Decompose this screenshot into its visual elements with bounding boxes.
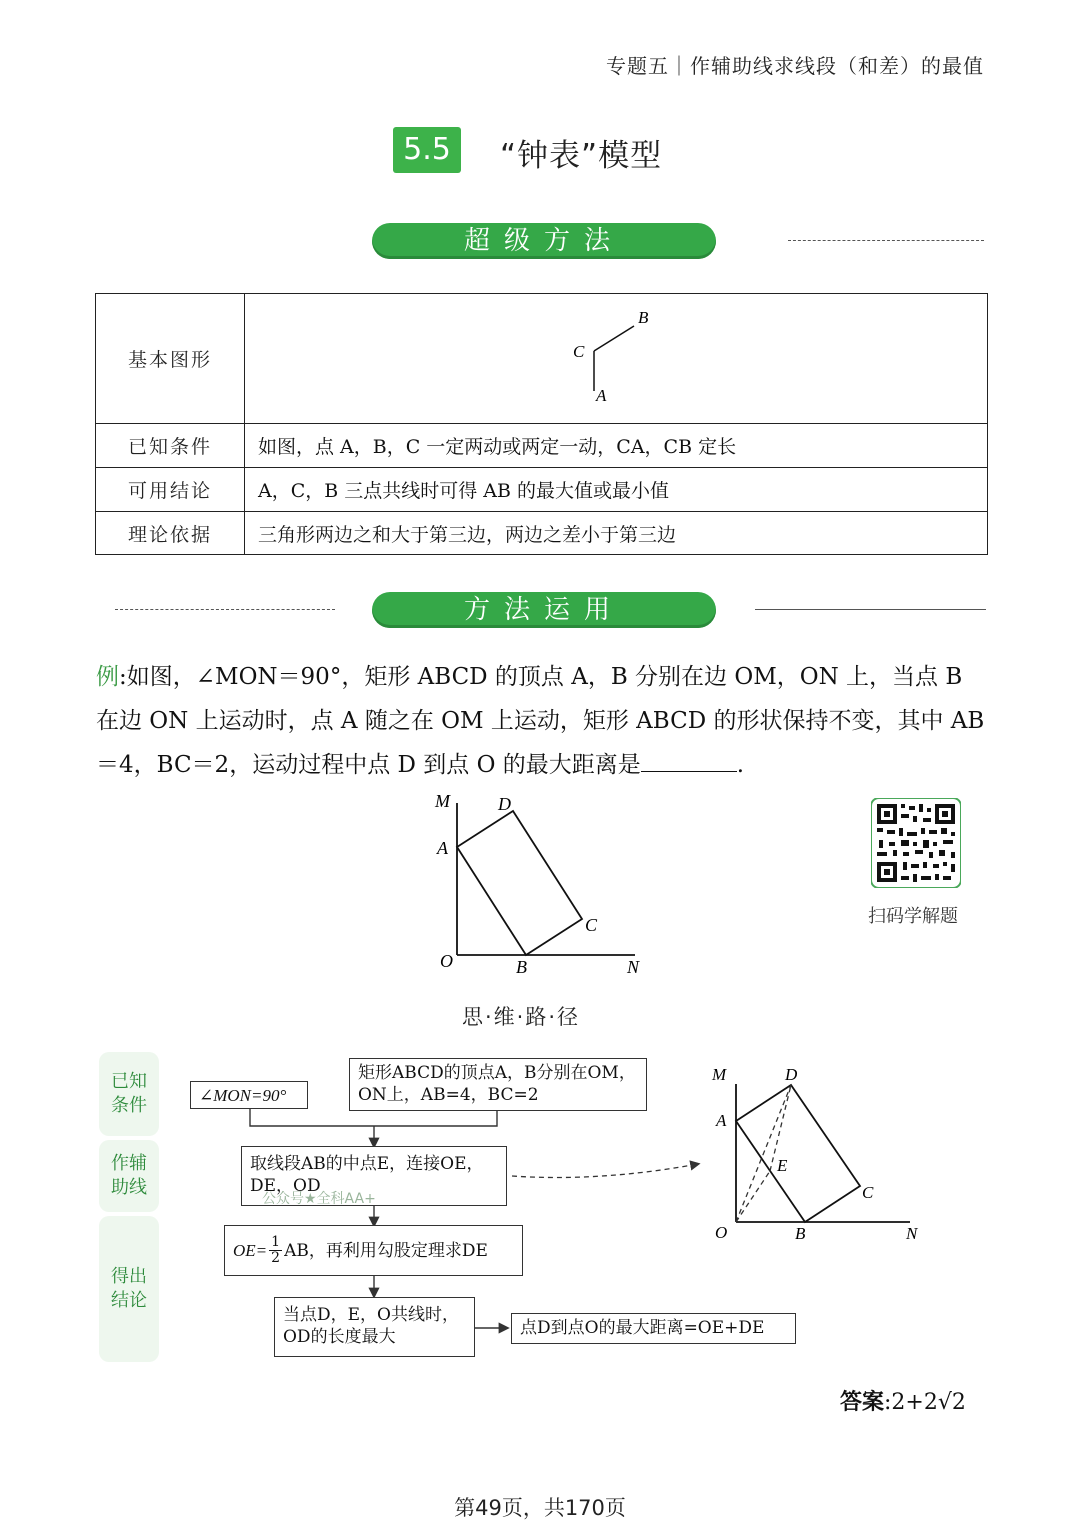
label-d: D xyxy=(785,1065,798,1084)
label-n: N xyxy=(627,957,640,977)
label-b: B xyxy=(638,308,649,327)
figure-auxiliary-lines xyxy=(700,1060,940,1255)
label-a: A xyxy=(596,386,607,405)
super-method-banner: 超级方法 xyxy=(372,223,716,259)
flow-box-collinear: 当点D，E，O共线时，OD的长度最大 xyxy=(274,1297,475,1357)
example-lead: 例 xyxy=(96,664,119,690)
label-a: A xyxy=(437,838,448,858)
row-label: 可用结论 xyxy=(96,468,245,512)
example-end: . xyxy=(736,752,745,778)
row-label: 已知条件 xyxy=(96,424,245,468)
page-footer: 第49页，共170页 xyxy=(454,1496,626,1520)
label-a: A xyxy=(716,1111,727,1130)
tab-conclusion: 得出结论 xyxy=(99,1216,159,1362)
label-o: O xyxy=(715,1223,728,1242)
label-m: M xyxy=(712,1065,727,1084)
answer-value: :2+2√2 xyxy=(884,1390,966,1415)
tab-auxiliary-line: 作辅助线 xyxy=(99,1140,159,1212)
rectangle-abcd xyxy=(736,1085,860,1222)
section-number: 5.5 xyxy=(393,127,461,173)
label-c: C xyxy=(573,342,585,361)
fraction-half: $\frac{1}{2}$ xyxy=(271,1234,281,1266)
method-use-banner: 方法运用 xyxy=(372,592,716,628)
section-title: “钟表”模型 xyxy=(500,138,663,174)
qr-caption: 扫码学解题 xyxy=(868,906,958,927)
segment-od xyxy=(736,1085,791,1222)
row-value: A，C，B 三点共线时可得 AB 的最大值或最小值 xyxy=(245,468,988,512)
label-e: E xyxy=(777,1156,788,1175)
label-d: D xyxy=(498,794,511,814)
row-value: 三角形两边之和大于第三边，两边之差小于第三边 xyxy=(245,512,988,555)
row-label: 理论依据 xyxy=(96,512,245,555)
label-c: C xyxy=(862,1183,874,1202)
header-title: 专题五｜作辅助线求线段（和差）的最值 xyxy=(606,54,984,78)
flow-box-angle: ∠MON=90° xyxy=(190,1081,308,1109)
answer-label: 答案 xyxy=(840,1390,885,1415)
flow-box-midpoint: 取线段AB的中点E，连接OE，DE，OD xyxy=(241,1146,507,1206)
label-c: C xyxy=(585,915,598,935)
label-b: B xyxy=(516,957,527,977)
label-m: M xyxy=(435,791,450,811)
label-o: O xyxy=(440,951,453,971)
flow-box-result: 点D到点O的最大距离=OE+DE xyxy=(511,1313,796,1344)
label-n: N xyxy=(906,1224,918,1243)
row-value: 如图，点 A，B，C 一定两动或两定一动，CA，CB 定长 xyxy=(245,424,988,468)
flow-box-oe: OE= $\frac{1}{2}$ AB，再利用勾股定理求DE xyxy=(224,1225,523,1276)
tab-known-conditions: 已知条件 xyxy=(99,1052,159,1136)
flow-box-rectangle: 矩形ABCD的顶点A，B分别在OM，ON上，AB=4，BC=2 xyxy=(349,1058,647,1111)
row-label: 基本图形 xyxy=(96,294,245,424)
watermark: 公众号★全科AA+ xyxy=(262,1191,376,1207)
example-body: :如图，∠MON＝90°，矩形 ABCD 的顶点 A，B 分别在边 OM，ON 上，当点 B 在边 ON 上运动时，点 A 随之在 OM 上运动，矩形 ABCD 的形状保持不变，其中 AB＝4，BC＝2，运动过程中点 D 到点 O 的最大距离是 xyxy=(96,664,985,778)
thinking-path-title: 思·维·路·径 xyxy=(462,1005,581,1029)
label-b: B xyxy=(795,1224,806,1243)
answer xyxy=(840,1385,966,1416)
